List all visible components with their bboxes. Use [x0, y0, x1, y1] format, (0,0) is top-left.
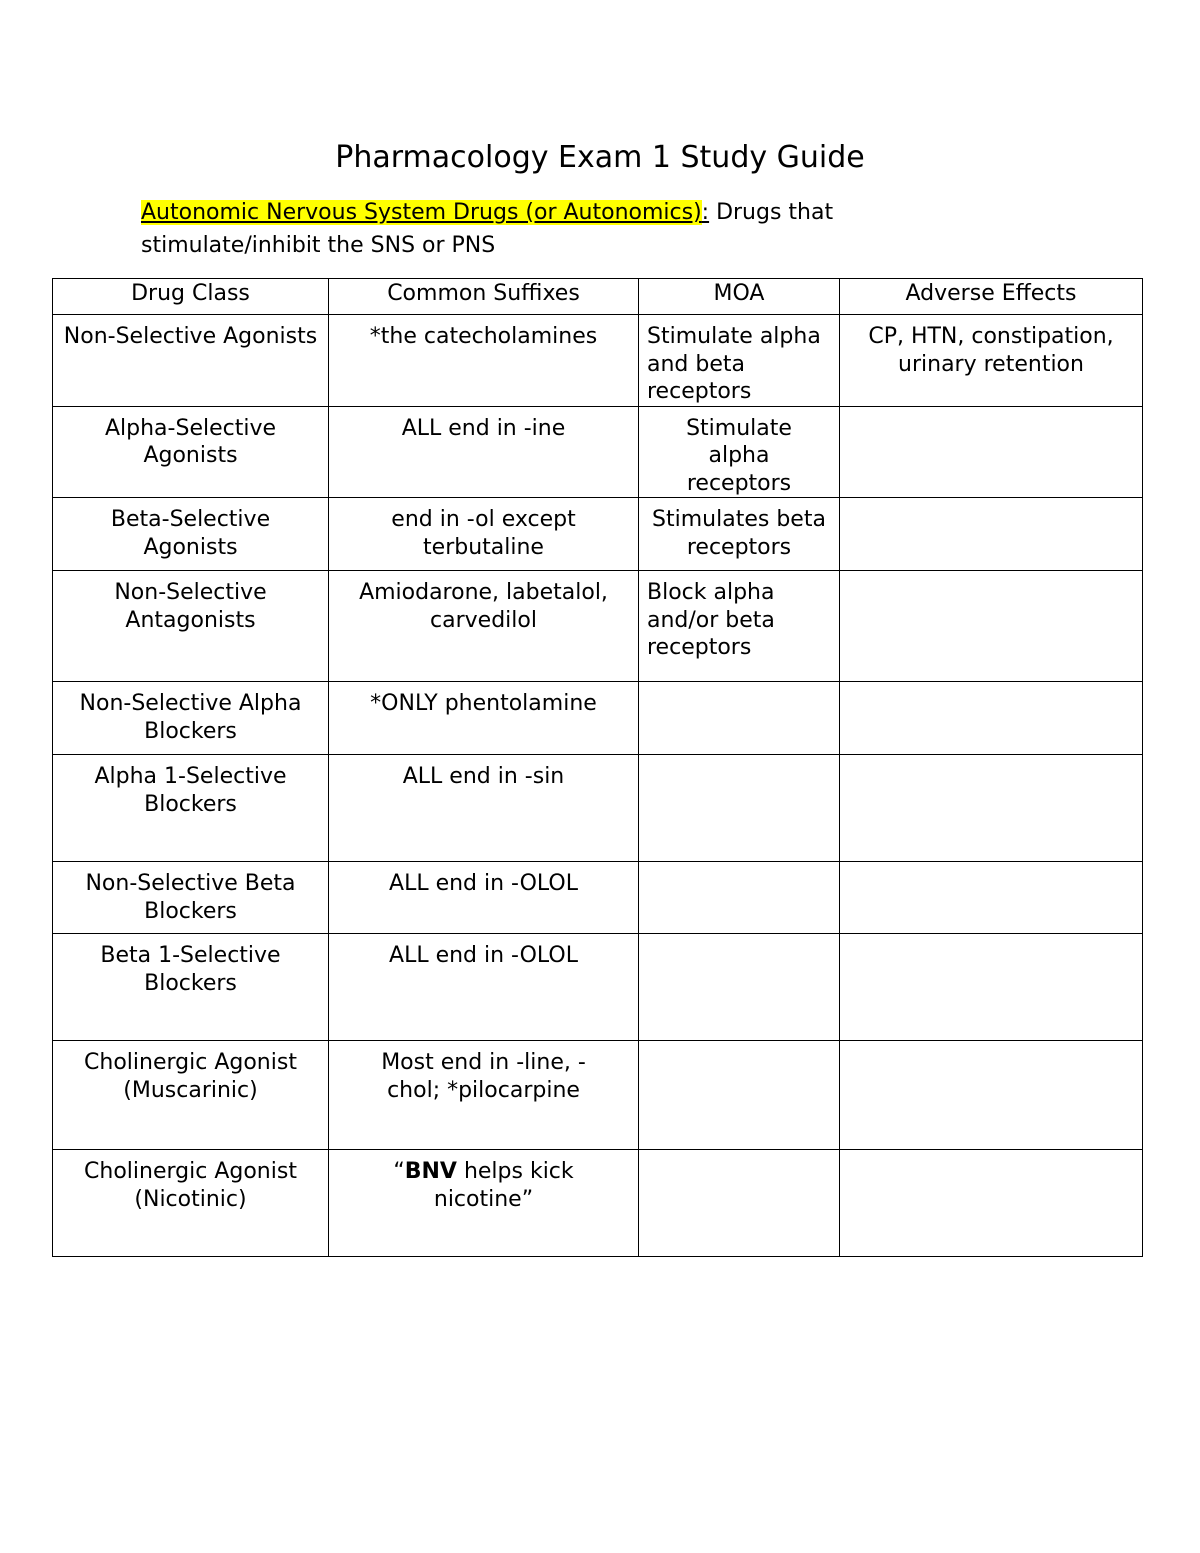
- header-common-suffixes: Common Suffixes: [329, 279, 639, 315]
- page-title: Pharmacology Exam 1 Study Guide: [335, 140, 865, 175]
- moa-cell: Stimulate alpha receptors: [639, 406, 840, 498]
- adverse-effects-cell: [840, 755, 1143, 862]
- suffixes-cell: ALL end in -ine: [329, 406, 639, 498]
- table-row: [53, 755, 1143, 862]
- drug-table: [52, 278, 1143, 1257]
- intro-text: Drugs that stimulate/inhibit the SNS or PNS: [141, 200, 834, 258]
- open-quote: “: [393, 1159, 405, 1184]
- table-header-row: [53, 279, 1143, 315]
- suffixes-cell: *ONLY phentolamine: [329, 682, 639, 755]
- adverse-effects-cell: [840, 862, 1143, 934]
- table-row: [53, 315, 1143, 407]
- adverse-effects-cell: [840, 1150, 1143, 1257]
- table-row: [53, 862, 1143, 934]
- drug-class-cell: Beta 1-Selective Blockers: [53, 934, 329, 1041]
- adverse-effects-cell: [840, 934, 1143, 1041]
- drug-class-cell: Non-Selective Alpha Blockers: [53, 682, 329, 755]
- table-row: [53, 571, 1143, 682]
- suffixes-cell: ALL end in -OLOL: [329, 862, 639, 934]
- drug-class-cell: Cholinergic Agonist (Nicotinic): [53, 1150, 329, 1257]
- mnemonic-rest: helps kick nicotine”: [433, 1159, 574, 1212]
- bnv-bold: BNV: [404, 1159, 457, 1184]
- adverse-effects-cell: [840, 682, 1143, 755]
- suffixes-cell: ALL end in -sin: [329, 755, 639, 862]
- suffixes-cell: ALL end in -OLOL: [329, 934, 639, 1041]
- adverse-effects-cell: CP, HTN, constipation, urinary retention: [840, 315, 1143, 407]
- suffixes-cell: Amiodarone, labetalol, carvedilol: [329, 571, 639, 682]
- moa-cell: [639, 1150, 840, 1257]
- drug-class-cell: Alpha-Selective Agonists: [53, 406, 329, 498]
- header-moa: MOA: [639, 279, 840, 315]
- table-row: [53, 1041, 1143, 1150]
- moa-cell: Stimulates beta receptors: [639, 498, 840, 571]
- moa-cell: Block alpha and/or beta receptors: [639, 571, 840, 682]
- heading-colon: :: [701, 200, 710, 225]
- moa-cell: [639, 862, 840, 934]
- header-adverse-effects: Adverse Effects: [840, 279, 1143, 315]
- suffixes-cell: [329, 1150, 639, 1257]
- adverse-effects-cell: [840, 498, 1143, 571]
- drug-class-cell: Alpha 1-Selective Blockers: [53, 755, 329, 862]
- header-drug-class: Drug Class: [53, 279, 329, 315]
- table-row: [53, 682, 1143, 755]
- moa-cell: [639, 934, 840, 1041]
- table-row: [53, 406, 1143, 498]
- adverse-effects-cell: [840, 571, 1143, 682]
- suffixes-cell: *the catecholamines: [329, 315, 639, 407]
- drug-class-cell: Beta-Selective Agonists: [53, 498, 329, 571]
- table-row: [53, 934, 1143, 1041]
- intro-paragraph: [141, 196, 901, 262]
- drug-class-cell: Non-Selective Beta Blockers: [53, 862, 329, 934]
- moa-cell: [639, 1041, 840, 1150]
- suffixes-cell: end in -ol except terbutaline: [329, 498, 639, 571]
- moa-cell: [639, 682, 840, 755]
- adverse-effects-cell: [840, 1041, 1143, 1150]
- moa-cell: [639, 755, 840, 862]
- suffixes-cell: Most end in -line, -chol; *pilocarpine: [329, 1041, 639, 1150]
- table-row: [53, 498, 1143, 571]
- drug-class-cell: Non-Selective Antagonists: [53, 571, 329, 682]
- moa-cell: Stimulate alpha and beta receptors: [639, 315, 840, 407]
- drug-class-cell: Non-Selective Agonists: [53, 315, 329, 407]
- table-row: [53, 1150, 1143, 1257]
- adverse-effects-cell: [840, 406, 1143, 498]
- highlighted-heading: Autonomic Nervous System Drugs (or Autonomics): [141, 200, 702, 225]
- drug-class-cell: Cholinergic Agonist (Muscarinic): [53, 1041, 329, 1150]
